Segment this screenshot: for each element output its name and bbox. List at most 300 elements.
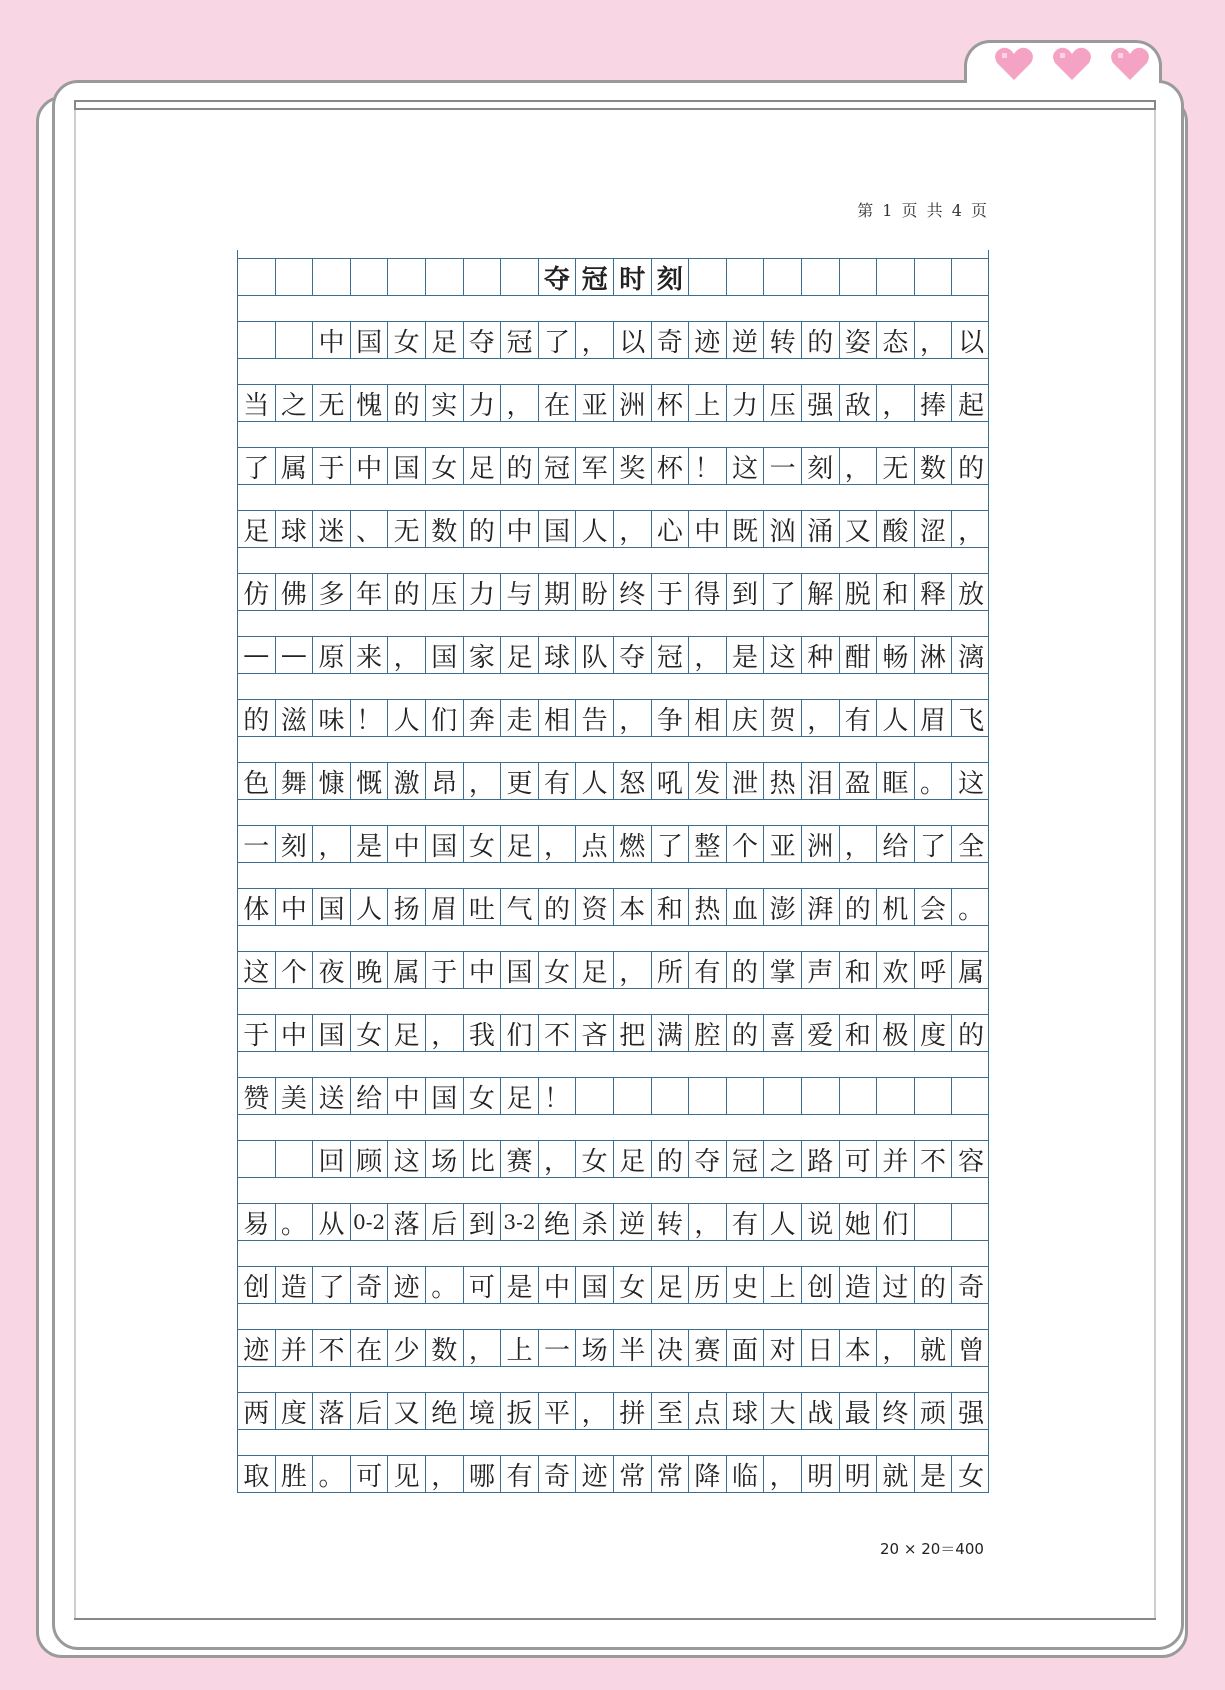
grid-cell: 有 — [727, 1204, 765, 1240]
grid-cell — [276, 322, 314, 358]
grid-cell: 不 — [313, 1330, 351, 1366]
grid-cell: 洲 — [614, 385, 652, 421]
grid-cell: 眉 — [426, 889, 464, 925]
grid-cell — [915, 259, 953, 295]
grid-cell: 就 — [877, 1456, 915, 1492]
grid-cell: 拼 — [614, 1393, 652, 1429]
grid-cell — [952, 1078, 990, 1114]
grid-cell: 场 — [426, 1141, 464, 1177]
grid-cell — [276, 1141, 314, 1177]
grid-cell: 可 — [351, 1456, 389, 1492]
grid-cell: 吼 — [652, 763, 690, 799]
grid-cell: 最 — [840, 1393, 878, 1429]
grid-cell: 国 — [426, 637, 464, 673]
grid-cell: 度 — [915, 1015, 953, 1051]
grid-cell: 并 — [276, 1330, 314, 1366]
grid-cell: 足 — [501, 637, 539, 673]
grid-cell — [727, 259, 765, 295]
text-row — [237, 762, 989, 800]
grid-cell: 大 — [764, 1393, 802, 1429]
grid-cell: 落 — [313, 1393, 351, 1429]
grid-cell — [915, 1204, 953, 1240]
grid-cell: 、 — [351, 511, 389, 547]
grid-cell — [313, 259, 351, 295]
grid-cell: ， — [614, 952, 652, 988]
grid-cell: ， — [501, 385, 539, 421]
grid-cell: 创 — [802, 1267, 840, 1303]
grid-cell: 上 — [764, 1267, 802, 1303]
grid-cell: 国 — [313, 889, 351, 925]
grid-cell: 中 — [388, 826, 426, 862]
heart-icon — [994, 46, 1034, 82]
grid-cell: 来 — [351, 637, 389, 673]
grid-cell: 她 — [840, 1204, 878, 1240]
grid-cell: 欢 — [877, 952, 915, 988]
grid-cell: 告 — [576, 700, 614, 736]
grid-cell: 少 — [388, 1330, 426, 1366]
grid-cell: 体 — [238, 889, 276, 925]
grid-cell: 奇 — [351, 1267, 389, 1303]
grid-cell: 至 — [652, 1393, 690, 1429]
grid-cell: 奇 — [958, 1272, 985, 1303]
grid-cell: 一 — [539, 1330, 577, 1366]
grid-cell: 足 — [614, 1141, 652, 1177]
grid-cell: 降 — [689, 1456, 727, 1492]
grid-cell: 酸 — [877, 511, 915, 547]
text-row — [237, 321, 989, 359]
grid-cell: 力 — [464, 385, 502, 421]
text-row — [237, 1203, 989, 1241]
row-gap — [237, 296, 989, 321]
grid-cell: 血 — [727, 889, 765, 925]
grid-cell: 转 — [652, 1204, 690, 1240]
grid-cell: 这 — [727, 448, 765, 484]
grid-top-gap — [237, 250, 989, 258]
grid-cell — [802, 259, 840, 295]
grid-cell — [727, 1078, 765, 1114]
grid-cell: 多 — [313, 574, 351, 610]
grid-cell: 数 — [915, 448, 953, 484]
grid-cell: 个 — [276, 952, 314, 988]
row-gap — [237, 800, 989, 825]
text-row — [237, 951, 989, 989]
grid-cell: ， — [840, 826, 878, 862]
grid-cell: 冠 — [652, 637, 690, 673]
grid-cell: 常 — [614, 1456, 652, 1492]
grid-cell: 全 — [958, 831, 985, 862]
grid-cell: 相 — [689, 700, 727, 736]
row-gap — [237, 485, 989, 510]
grid-cell: 路 — [802, 1141, 840, 1177]
grid-cell: 一 — [238, 826, 276, 862]
grid-cell: 上 — [501, 1330, 539, 1366]
grid-cell: 迹 — [238, 1330, 276, 1366]
grid-cell: ， — [539, 826, 577, 862]
grid-cell: ， — [426, 1015, 464, 1051]
text-row — [237, 1077, 989, 1115]
grid-cell: 临 — [727, 1456, 765, 1492]
grid-cell — [764, 259, 802, 295]
grid-cell: 数 — [426, 1330, 464, 1366]
grid-cell: 泄 — [727, 763, 765, 799]
grid-cell: 实 — [426, 385, 464, 421]
grid-cell: 的 — [238, 700, 276, 736]
grid-cell: 声 — [802, 952, 840, 988]
grid-cell: 足 — [426, 322, 464, 358]
grid-cell: 赛 — [689, 1330, 727, 1366]
grid-cell — [576, 1078, 614, 1114]
grid-cell: 取 — [238, 1456, 276, 1492]
grid-cell: 扬 — [388, 889, 426, 925]
grid-cell — [652, 1078, 690, 1114]
grid-cell: 的 — [388, 385, 426, 421]
grid-cell: 日 — [802, 1330, 840, 1366]
grid-cell: 有 — [840, 700, 878, 736]
grid-cell: 的 — [727, 952, 765, 988]
grid-cell: 中 — [388, 1078, 426, 1114]
grid-cell: 历 — [689, 1267, 727, 1303]
grid-cell: 强 — [802, 385, 840, 421]
grid-cell: 的 — [727, 1015, 765, 1051]
grid-cell: ， — [576, 1393, 614, 1429]
grid-cell: 逆 — [727, 322, 765, 358]
grid-cell: 杀 — [576, 1204, 614, 1240]
grid-cell: 于 — [313, 448, 351, 484]
grid-cell: 球 — [276, 511, 314, 547]
grid-cell: 本 — [840, 1330, 878, 1366]
grid-cell: 杯 — [652, 385, 690, 421]
grid-cell: ， — [689, 1204, 727, 1240]
grid-cell: 既 — [727, 511, 765, 547]
row-gap — [237, 1241, 989, 1266]
grid-cell: 球 — [539, 637, 577, 673]
grid-cell — [840, 1078, 878, 1114]
grid-cell — [614, 1078, 652, 1114]
grid-cell: 了 — [539, 322, 577, 358]
grid-cell: 可 — [464, 1267, 502, 1303]
text-row — [237, 1392, 989, 1430]
grid-cell: 中 — [313, 322, 351, 358]
grid-cell: ， — [313, 826, 351, 862]
grid-cell: 胜 — [276, 1456, 314, 1492]
grid-cell: 色 — [238, 763, 276, 799]
grid-cell: 和 — [840, 952, 878, 988]
grid-cell: 了 — [915, 826, 953, 862]
grid-cell: 亚 — [764, 826, 802, 862]
grid-cell: 人 — [764, 1204, 802, 1240]
grid-cell: 之 — [276, 385, 314, 421]
grid-cell: 贺 — [764, 700, 802, 736]
grid-cell: 女 — [539, 952, 577, 988]
grid-cell: 夜 — [313, 952, 351, 988]
grid-cell: 发 — [689, 763, 727, 799]
grid-cell: ， — [802, 700, 840, 736]
grid-cell: 0-2 — [351, 1204, 389, 1240]
row-gap — [237, 1367, 989, 1392]
grid-cell: 足 — [576, 952, 614, 988]
grid-cell: 人 — [388, 700, 426, 736]
grid-cell: 刻 — [276, 826, 314, 862]
grid-cell: 仿 — [238, 574, 276, 610]
grid-cell: 容 — [958, 1146, 985, 1177]
grid-cell: ， — [464, 763, 502, 799]
grid-cell: 刻 — [652, 259, 690, 295]
grid-cell: 慨 — [351, 763, 389, 799]
grid-cell: 夺 — [539, 259, 577, 295]
grid-cell: 过 — [877, 1267, 915, 1303]
grid-cell: 3-2 — [501, 1204, 539, 1240]
grid-cell: 平 — [539, 1393, 577, 1429]
grid-cell: 在 — [539, 385, 577, 421]
grid-cell: 的 — [539, 889, 577, 925]
grid-cell: 爱 — [802, 1015, 840, 1051]
grid-cell: 昂 — [426, 763, 464, 799]
grid-cell: 力 — [464, 574, 502, 610]
grid-cell: 有 — [539, 763, 577, 799]
row-gap — [237, 674, 989, 699]
grid-cell: 不 — [539, 1015, 577, 1051]
text-row — [237, 1266, 989, 1304]
grid-cell: 会 — [915, 889, 953, 925]
grid-cell: 是 — [727, 637, 765, 673]
grid-cell — [764, 1078, 802, 1114]
grid-cell: 我 — [464, 1015, 502, 1051]
text-row — [237, 825, 989, 863]
grid-cell: 女 — [576, 1141, 614, 1177]
grid-cell: 这 — [764, 637, 802, 673]
grid-cell: 呼 — [915, 952, 953, 988]
grid-cell: 机 — [877, 889, 915, 925]
grid-cell: 满 — [652, 1015, 690, 1051]
grid-cell: 在 — [351, 1330, 389, 1366]
grid-cell: 后 — [351, 1393, 389, 1429]
grid-cell: 有 — [689, 952, 727, 988]
grid-cell: 国 — [426, 826, 464, 862]
grid-cell: 怒 — [614, 763, 652, 799]
row-gap — [237, 926, 989, 951]
grid-cell: 女 — [388, 322, 426, 358]
grid-cell — [388, 259, 426, 295]
grid-cell: 女 — [426, 448, 464, 484]
grid-cell — [802, 1078, 840, 1114]
grid-cell: ， — [877, 385, 915, 421]
grid-cell — [952, 1204, 990, 1240]
grid-cell — [238, 1141, 276, 1177]
grid-cell: 足 — [501, 826, 539, 862]
grid-cell: 回 — [313, 1141, 351, 1177]
grid-cell: 迹 — [576, 1456, 614, 1492]
grid-cell: 了 — [238, 448, 276, 484]
grid-cell: 并 — [877, 1141, 915, 1177]
row-gap — [237, 1304, 989, 1329]
grid-cell: 战 — [802, 1393, 840, 1429]
grid-cell: 释 — [915, 574, 953, 610]
grid-cell: 奇 — [539, 1456, 577, 1492]
text-row — [237, 447, 989, 485]
grid-cell: 无 — [313, 385, 351, 421]
grid-cell: 是 — [351, 826, 389, 862]
grid-cell: 和 — [877, 574, 915, 610]
grid-cell: 到 — [727, 574, 765, 610]
grid-cell: 对 — [764, 1330, 802, 1366]
grid-cell: 点 — [689, 1393, 727, 1429]
grid-cell: ， — [576, 322, 614, 358]
grid-cell — [501, 259, 539, 295]
grid-cell: 哪 — [464, 1456, 502, 1492]
grid-cell: 的 — [958, 453, 985, 484]
grid-cell: 足 — [238, 511, 276, 547]
paper-bottom-rule — [74, 1618, 1156, 1620]
grid-cell: 敌 — [840, 385, 878, 421]
grid-cell: 家 — [464, 637, 502, 673]
grid-cell — [426, 259, 464, 295]
grid-cell: 国 — [576, 1267, 614, 1303]
text-row — [237, 636, 989, 674]
grid-cell: 眉 — [915, 700, 953, 736]
grid-cell: — — [276, 637, 314, 673]
grid-cell: 眶 — [877, 763, 915, 799]
grid-cell: 更 — [501, 763, 539, 799]
grid-cell: 和 — [840, 1015, 878, 1051]
grid-cell: 愧 — [351, 385, 389, 421]
grid-cell: 人 — [576, 511, 614, 547]
grid-cell: 从 — [313, 1204, 351, 1240]
grid-cell: 常 — [652, 1456, 690, 1492]
grid-cell: 。 — [915, 763, 953, 799]
grid-cell: ， — [764, 1456, 802, 1492]
grid-cell: 。 — [313, 1456, 351, 1492]
grid-cell: 于 — [652, 574, 690, 610]
grid-cell: 比 — [464, 1141, 502, 1177]
grid-cell: ， — [840, 448, 878, 484]
grid-cell: 夺 — [689, 1141, 727, 1177]
row-gap — [237, 989, 989, 1014]
row-gap — [237, 1115, 989, 1140]
grid-cell: 当 — [238, 385, 276, 421]
grid-cell: 曾 — [958, 1335, 985, 1366]
grid-cell: ， — [426, 1456, 464, 1492]
row-gap — [237, 548, 989, 573]
grid-cell: 国 — [426, 1078, 464, 1114]
grid-cell: 的 — [501, 448, 539, 484]
grid-cell — [464, 259, 502, 295]
grid-cell: 人 — [351, 889, 389, 925]
grid-cell: 有 — [501, 1456, 539, 1492]
grid-cell: ！ — [539, 1078, 577, 1114]
grid-cell: 终 — [877, 1393, 915, 1429]
grid-cell: 的 — [958, 1020, 985, 1051]
grid-cell: 盼 — [576, 574, 614, 610]
grid-cell: 面 — [727, 1330, 765, 1366]
text-row — [237, 888, 989, 926]
heart-icon — [1110, 46, 1150, 82]
grid-cell: 造 — [276, 1267, 314, 1303]
grid-cell: 以 — [614, 322, 652, 358]
grid-cell: 绝 — [539, 1204, 577, 1240]
grid-cell: 史 — [727, 1267, 765, 1303]
grid-cell: 夺 — [464, 322, 502, 358]
grid-cell: ， — [614, 511, 652, 547]
grid-cell: 本 — [614, 889, 652, 925]
grid-cell: 无 — [388, 511, 426, 547]
grid-cell: 这 — [388, 1141, 426, 1177]
grid-cell: 种 — [802, 637, 840, 673]
grid-cell: 国 — [313, 1015, 351, 1051]
grid-cell: 迹 — [689, 322, 727, 358]
grid-cell: 喜 — [764, 1015, 802, 1051]
grid-cell: 两 — [238, 1393, 276, 1429]
grid-cell: 是 — [915, 1456, 953, 1492]
grid-cell: 无 — [877, 448, 915, 484]
grid-cell: 的 — [802, 322, 840, 358]
paper-top-rule — [74, 100, 1156, 110]
grid-cell: ！ — [351, 700, 389, 736]
grid-cell: 队 — [576, 637, 614, 673]
grid-cell: 整 — [689, 826, 727, 862]
grid-cell: 畅 — [877, 637, 915, 673]
grid-cell: 晚 — [351, 952, 389, 988]
grid-cell: 人 — [877, 700, 915, 736]
grid-cell — [877, 1078, 915, 1114]
grid-cell: 足 — [501, 1078, 539, 1114]
grid-cell: 相 — [539, 700, 577, 736]
grid-cell: ， — [614, 700, 652, 736]
grid-cell: 个 — [727, 826, 765, 862]
grid-cell — [840, 259, 878, 295]
grid-cell: 中 — [501, 511, 539, 547]
grid-cell: 捧 — [915, 385, 953, 421]
grid-cell: 中 — [276, 889, 314, 925]
grid-cell: 们 — [877, 1204, 915, 1240]
row-gap — [237, 611, 989, 636]
text-row — [237, 573, 989, 611]
grid-cell: 女 — [958, 1461, 985, 1492]
grid-cell: ， — [388, 637, 426, 673]
grid-cell: 扳 — [501, 1393, 539, 1429]
grid-cell: 赛 — [501, 1141, 539, 1177]
row-gap — [237, 737, 989, 762]
grid-cell: ， — [464, 1330, 502, 1366]
grid-cell: 走 — [501, 700, 539, 736]
grid-cell: 气 — [501, 889, 539, 925]
grid-cell: 压 — [426, 574, 464, 610]
grid-cell: 奇 — [652, 322, 690, 358]
grid-cell: 女 — [464, 1078, 502, 1114]
grid-cell: 脱 — [840, 574, 878, 610]
grid-cell: 时 — [614, 259, 652, 295]
composition-grid — [237, 250, 989, 1493]
text-row — [237, 1455, 989, 1493]
grid-cell: 奖 — [614, 448, 652, 484]
grid-cell: 吝 — [576, 1015, 614, 1051]
row-gap — [237, 1178, 989, 1203]
grid-cell — [351, 259, 389, 295]
grid-cell: 汹 — [764, 511, 802, 547]
grid-cell: 这 — [238, 952, 276, 988]
grid-cell: 们 — [501, 1015, 539, 1051]
grid-cell: 和 — [652, 889, 690, 925]
grid-cell: 说 — [802, 1204, 840, 1240]
grid-cell: 冠 — [539, 448, 577, 484]
grid-cell: 漓 — [958, 642, 985, 673]
grid-cell: 又 — [840, 511, 878, 547]
row-gap — [237, 422, 989, 447]
grid-cell: 明 — [840, 1456, 878, 1492]
grid-cell: 资 — [576, 889, 614, 925]
grid-cell: 中 — [464, 952, 502, 988]
grid-cell: 军 — [576, 448, 614, 484]
grid-cell: 放 — [958, 579, 985, 610]
